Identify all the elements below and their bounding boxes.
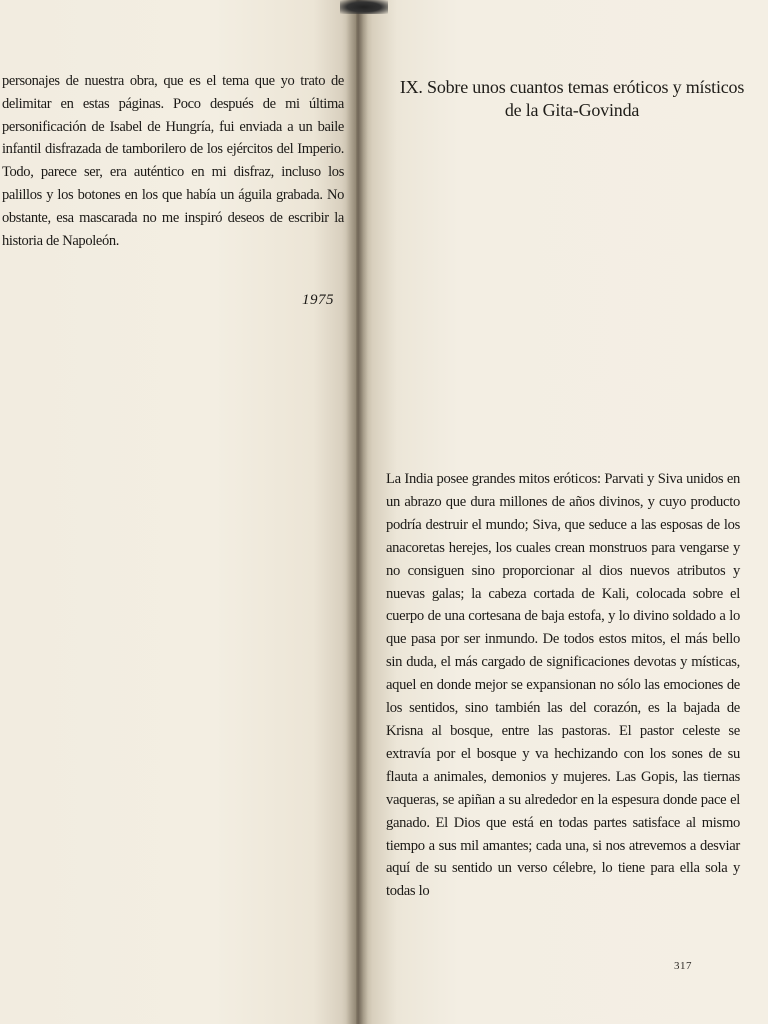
page-number: 317 bbox=[674, 960, 692, 972]
left-page bbox=[0, 0, 356, 1024]
chapter-title bbox=[392, 76, 752, 122]
right-paragraph: La India posee grandes mitos eróticos: Parvati y Siva unidos en un abrazo que dura millones de años divinos, y cuyo producto podría destruir el mundo; Siva, que seduce a las esposas de los anacoretas herejes, los cuales crean monstruos para vengarse y no consiguen sino proporcionar al dios nuevos atributos y nuevas galas; la cabeza cortada de Kali, colocada sobre el cuerpo de una cortesana de baja estofa, y lo divino soldado a lo que pasa por ser inmundo. De todos estos mitos, el más bello sin duda, el más cargado de significaciones devotas y místicas, aquel en donde mejor se expansionan no sólo las emociones de los sentidos, sino también las del corazón, es la bajada de Krisna al bosque, entre las pastoras. El pastor celeste se extravía por el bosque y va hechizando con los sones de su flauta a animales, demonios y mujeres. Las Gopis, las tiernas vaqueras, se apiñan a su alrededor en la espesura donde pace el ganado. El Dios que está en todas partes satisface al mismo tiempo a sus mil amantes; cada una, si nos atrevemos a desviar aquí de su sentido un verso célebre, lo tiene para ella sola y todas lo bbox=[386, 471, 740, 900]
book-gutter bbox=[346, 0, 368, 1024]
left-page-text bbox=[0, 70, 344, 252]
right-page bbox=[356, 0, 768, 1024]
right-page-text bbox=[386, 468, 740, 903]
spine-shadow bbox=[340, 0, 388, 14]
year-date: 1975 bbox=[302, 292, 334, 308]
left-paragraph: personajes de nuestra obra, que es el tema que yo trato de delimitar en estas páginas. Poco después de mi última personificación de Isabel de Hungría, fui enviada a un baile infantil disfrazada de tamborilero de los ejércitos del Imperio. Todo, parece ser, era auténtico en mi disfraz, incluso los palillos y los botones en los que había un águila grabada. No obstante, esa mascarada no me inspiró deseos de escribir la historia de Napoleón. bbox=[2, 73, 344, 249]
chapter-title-line-2: de la Gita-Govinda bbox=[504, 100, 640, 120]
chapter-title-line-1: IX. Sobre unos cuantos temas eróticos y místicos bbox=[399, 77, 745, 97]
